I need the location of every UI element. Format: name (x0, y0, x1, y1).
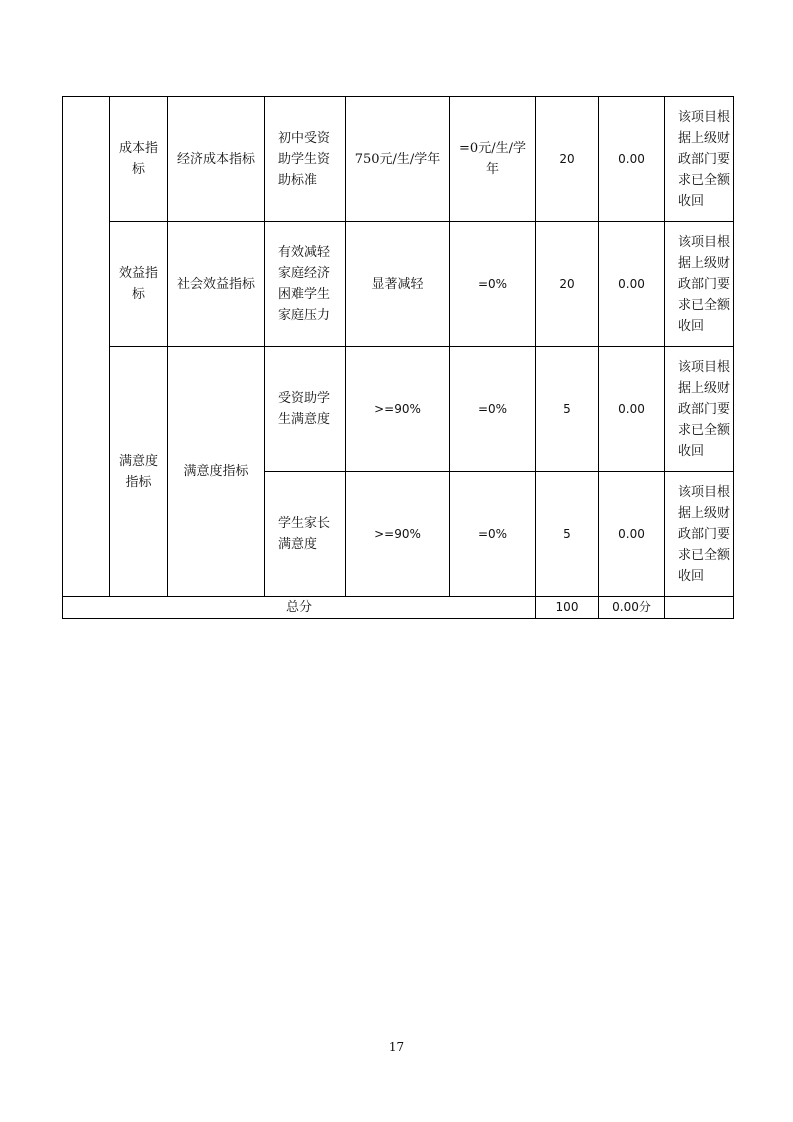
weight-cell (536, 222, 599, 347)
actual-value-cell (450, 97, 536, 222)
score-text: 0.00 (618, 526, 645, 541)
annual-target-text: >=90% (374, 526, 421, 541)
table-row (63, 222, 734, 347)
weight-cell (536, 347, 599, 472)
weight-cell (536, 97, 599, 222)
remark-cell (665, 472, 734, 597)
remark-text: 该项目根据上级财政部门要求已全额收回 (678, 109, 731, 209)
sub-indicator-text: 经济成本指标 (176, 151, 255, 167)
total-weight: 100 (555, 600, 579, 614)
category-cell (110, 347, 168, 597)
weight-cell (536, 472, 599, 597)
score-text: 0.00 (618, 401, 645, 416)
indicator-name-text: 初中受资助学生资助标准 (278, 130, 331, 188)
table-row (63, 347, 734, 472)
actual-value-cell (450, 472, 536, 597)
actual-value-cell (450, 347, 536, 472)
remark-cell (665, 97, 734, 222)
annual-target-text: >=90% (374, 401, 421, 416)
category-cell (110, 222, 168, 347)
indicator-name-cell (265, 472, 346, 597)
total-label-cell (63, 597, 536, 619)
actual-value-text: =0% (477, 401, 508, 416)
category-text: 满意度指标 (118, 453, 158, 490)
score-text: 0.00 (618, 151, 645, 166)
remark-cell (665, 347, 734, 472)
total-label: 总分 (285, 600, 312, 615)
total-score-cell (599, 597, 665, 619)
annual-target-text: 显著减轻 (371, 276, 424, 292)
remark-cell (665, 222, 734, 347)
score-cell (599, 97, 665, 222)
sub-indicator-cell (168, 347, 265, 597)
score-cell (599, 472, 665, 597)
page-number: 17 (388, 1040, 405, 1054)
actual-value-text: =0% (477, 276, 508, 291)
indicator-name-cell (265, 97, 346, 222)
actual-value-cell (450, 222, 536, 347)
category-cell (110, 97, 168, 222)
score-cell (599, 222, 665, 347)
annual-target-cell (346, 97, 450, 222)
score-text: 0.00 (618, 276, 645, 291)
weight-text: 5 (563, 526, 571, 541)
table-row (63, 97, 734, 222)
annual-target-cell (346, 222, 450, 347)
sub-indicator-text: 社会效益指标 (176, 276, 255, 292)
indicator-name-cell (265, 222, 346, 347)
total-score: 0.00分 (612, 600, 651, 614)
total-weight-cell (536, 597, 599, 619)
weight-text: 5 (563, 401, 571, 416)
indicator-name-text: 学生家长满意度 (278, 516, 331, 552)
indicator-name-text: 有效减轻家庭经济困难学生家庭压力 (278, 245, 331, 323)
remark-text: 该项目根据上级财政部门要求已全额收回 (678, 484, 731, 584)
indicator-name-cell (265, 347, 346, 472)
remark-text: 该项目根据上级财政部门要求已全额收回 (678, 359, 731, 459)
weight-text: 20 (559, 276, 575, 291)
total-remark-cell (665, 597, 734, 619)
score-cell (599, 347, 665, 472)
annual-target-cell (346, 472, 450, 597)
sub-indicator-text: 满意度指标 (183, 464, 249, 479)
indicator-name-text: 受资助学生满意度 (278, 391, 331, 427)
category-text: 效益指标 (118, 266, 158, 302)
performance-indicator-table-section (62, 96, 733, 619)
level-one-indicator-cell (63, 97, 110, 597)
actual-value-text: =0% (477, 526, 508, 541)
remark-text: 该项目根据上级财政部门要求已全额收回 (678, 234, 731, 334)
actual-value-text: =0元/生/学年 (459, 141, 526, 177)
annual-target-cell (346, 347, 450, 472)
weight-text: 20 (559, 151, 575, 166)
annual-target-text: 750元/生/学年 (354, 151, 441, 167)
category-text: 成本指标 (118, 141, 158, 177)
sub-indicator-cell (168, 97, 265, 222)
total-row (63, 597, 734, 619)
performance-indicator-table (62, 96, 734, 619)
sub-indicator-cell (168, 222, 265, 347)
